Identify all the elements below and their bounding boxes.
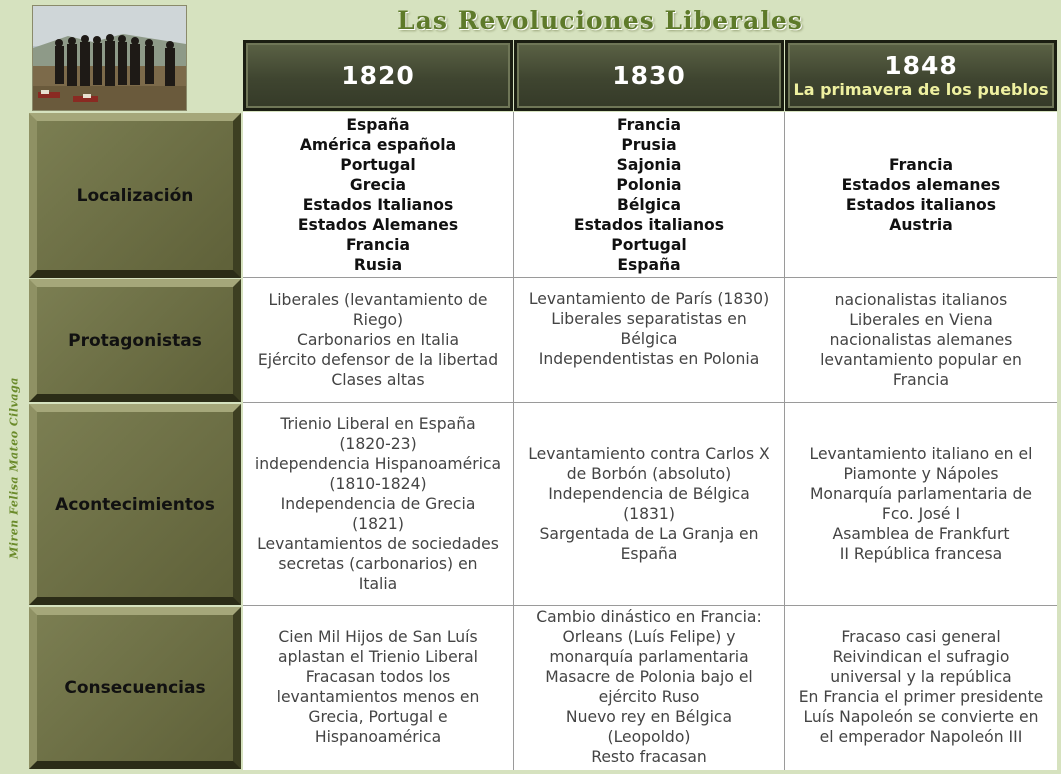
row-label: Protagonistas [37,287,233,394]
cell-line: Independencia de Bélgica [548,485,750,503]
cell-line: el emperador Napoleón III [819,728,1023,746]
cell-line: aplastan el Trienio Liberal [278,648,478,666]
cell-line: Levantamiento de París (1830) [528,290,770,308]
cell-line: levantamientos menos en [276,688,480,706]
table-cell-localizacion-1820 [243,113,513,277]
column-year: 1848 [884,50,958,80]
cell-line: Trienio Liberal en España [280,415,476,433]
cell-line: Italia [358,575,398,593]
cell-line: Ejército defensor de la libertad [257,351,499,369]
historical-painting [32,5,187,111]
cell-line: Portugal [340,156,416,174]
table-cell-protagonistas-1848 [785,278,1057,402]
cell-line: Carbonarios en Italia [296,331,460,349]
cell-line: América española [299,136,457,154]
column-header-1848 [785,40,1057,111]
cell-line: Hispanoamérica [314,728,442,746]
cell-line: España [346,116,410,134]
cell-line: Independencia de Grecia [280,495,476,513]
cell-line: Cambio dinástico en Francia: [536,608,762,626]
row-label: Consecuencias [37,615,233,761]
cell-line: Liberales en Viena [849,311,993,329]
column-year: 1820 [341,60,415,90]
cell-line: Francia [616,116,682,134]
cell-line: Portugal [611,236,687,254]
table-cell-localizacion-1848 [785,113,1057,277]
cell-line: nacionalistas alemanes [829,331,1013,349]
row-header-acontecimientos [29,404,241,605]
cell-line: de Borbón (absoluto) [566,465,732,483]
cell-line: Fco. José I [881,505,961,523]
cell-line: Fracasan todos los [305,668,451,686]
cell-line: Austria [889,216,953,234]
cell-line: Estados italianos [573,216,725,234]
cell-line: Resto fracasan [591,748,707,766]
table-cell-consecuencias-1848 [785,606,1057,770]
cell-line: (1821) [352,515,404,533]
cell-line: levantamiento popular en [820,351,1022,369]
table-cell-acontecimientos-1820 [243,403,513,605]
column-header-1820 [243,40,513,111]
cell-line: Reivindican el sufragio [832,648,1010,666]
cell-line: Levantamiento italiano en el [809,445,1033,463]
cell-line: nacionalistas italianos [834,291,1008,309]
cell-line: Estados Italianos [302,196,454,214]
cell-line: Sajonia [616,156,682,174]
row-header-localizacion [29,113,241,278]
cell-line: Liberales (levantamiento de [268,291,488,309]
table-cell-consecuencias-1820 [243,606,513,770]
cell-line: Asamblea de Frankfurt [832,525,1010,543]
cell-line: Sargentada de La Granja en [539,525,759,543]
cell-line: En Francia el primer presidente [798,688,1044,706]
cell-line: España [617,256,681,274]
table-cell-protagonistas-1820 [243,278,513,402]
cell-line: Piamonte y Nápoles [843,465,999,483]
cell-line: Grecia [349,176,407,194]
cell-line: Masacre de Polonia bajo el [545,668,753,686]
table-cell-consecuencias-1830 [514,606,784,770]
table-cell-acontecimientos-1848 [785,403,1057,605]
cell-line: Bélgica [620,330,678,348]
cell-line: independencia Hispanoamérica [254,455,502,473]
cell-line: Clases altas [331,371,425,389]
cell-line: (1810-1824) [329,475,427,493]
cell-line: (1831) [623,505,675,523]
column-header-1830 [514,40,784,111]
cell-line: Bélgica [616,196,682,214]
cell-line: II República francesa [839,545,1003,563]
row-label: Acontecimientos [37,412,233,597]
row-header-protagonistas [29,279,241,402]
cell-line: secretas (carbonarios) en [278,555,478,573]
cell-line: Estados italianos [845,196,997,214]
cell-line: Riego) [352,311,404,329]
cell-line: España [620,545,678,563]
cell-line: Liberales separatistas en [551,310,747,328]
table-cell-protagonistas-1830 [514,278,784,402]
cell-line: Cien Mil Hijos de San Luís [278,628,478,646]
column-subtitle: La primavera de los pueblos [793,79,1049,99]
cell-line: Fracaso casi general [841,628,1001,646]
table-cell-acontecimientos-1830 [514,403,784,605]
column-year: 1830 [612,60,686,90]
cell-line: Rusia [353,256,403,274]
table-cell-localizacion-1830 [514,113,784,277]
cell-line: Nuevo rey en Bélgica [565,708,733,726]
author-credit [3,355,25,580]
cell-line: Polonia [616,176,682,194]
cell-line: Francia [345,236,411,254]
cell-line: Levantamiento contra Carlos X [528,445,770,463]
cell-line: monarquía parlamentaria [549,648,749,666]
row-header-consecuencias [29,607,241,769]
cell-line: Estados Alemanes [297,216,459,234]
cell-line: (Leopoldo) [607,728,691,746]
cell-line: Grecia, Portugal e [308,708,448,726]
page-title: Las Revoluciones Liberales [397,6,803,35]
cell-line: Orleans (Luís Felipe) y [562,628,736,646]
cell-line: Estados alemanes [841,176,1001,194]
cell-line: (1820-23) [339,435,417,453]
cell-line: Luís Napoleón se convierte en [803,708,1039,726]
cell-line: universal y la república [830,668,1012,686]
cell-line: Levantamientos de sociedades [257,535,499,553]
cell-line: Francia [892,371,950,389]
author-name: Miren Felisa Mateo Cilvaga [7,376,21,559]
row-label: Localización [37,121,233,270]
cell-line: Francia [888,156,954,174]
cell-line: Prusia [621,136,677,154]
cell-line: Monarquía parlamentaria de [809,485,1033,503]
cell-line: ejército Ruso [598,688,700,706]
cell-line: Independentistas en Polonia [538,350,760,368]
